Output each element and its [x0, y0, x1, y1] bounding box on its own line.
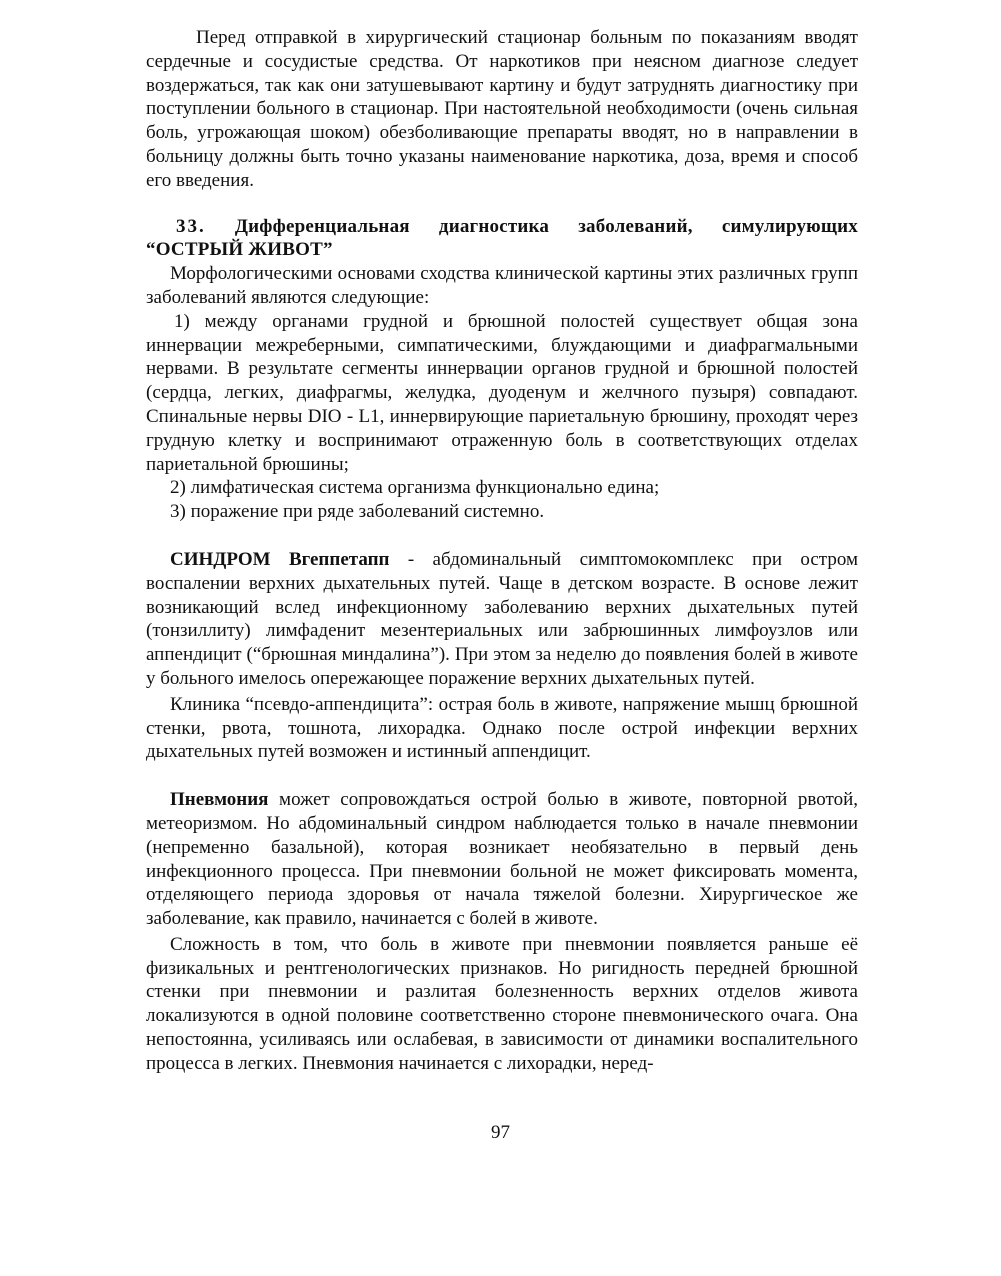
syndrome-term: СИНДРОМ Вгеппетапп	[170, 548, 390, 570]
pneumonia-text: может сопровождаться острой болью в животе, повторной рвотой, метеоризмом. Но абдоминальный синдром наблюдается только в начале пневмонии (непременно базальной), которая возникает необязательно в первый день инфекционного процесса. При пневмонии больной не может фиксировать момента, отделяющего периода здоровья от начала тяжелой болезни. Хирургическое же заболевание, как правило, начинается с болей в животе.	[146, 789, 858, 930]
complexity-paragraph: Сложность в том, что боль в животе при пневмонии появляется раньше её физикальных и рентгенологических признаков. Но ригидность передней брюшной стенки при пневмонии и разлитая болезненность верхних отделов живота локализуются в одной половине соответственно стороне пневмонического очага. Она непостоянна, усиливаясь или ослабевая, в зависимости от динамики воспалительного процесса в легких. Пневмония начинается с лихорадки, неред-	[146, 933, 858, 1074]
intro-paragraph: Перед отправкой в хирургический стационар больным по показаниям вводят сердечные и сосудистые средства. От наркотиков при неясном диагнозе следует воздержаться, так как они затушевывают картину и будут затруднять диагностику при поступлении больного в стационар. При настоятельной необходимости (очень сильная боль, угрожающая шоком) обезболивающие препараты вводят, но в направлении в больницу должны быть точно указаны наименование наркотика, доза, время и способ его введения.	[146, 27, 858, 191]
list-item: 3) поражение при ряде заболеваний системно.	[170, 501, 545, 523]
section-lead: Морфологическими основами сходства клинической картины этих различных групп заболеваний являются следующие:	[146, 263, 858, 308]
pneumonia-paragraph	[146, 788, 858, 931]
list-item: 1) между органами грудной и брюшной полостей существует общая зона иннервации межреберными, симпатическими, блуждающими и диафрагмальными нервами. В результате сегменты иннервации органов грудной и брюшной полостей (сердца, легких, диафрагмы, желудка, дуоденум и желчного пузыря) совпадают. Спинальные нервы DIO - L1, иннервирующие париетальную брюшину, проходят через грудную клетку и воспринимают отраженную боль в соответствующих отделах париетальной брюшины;	[146, 310, 858, 475]
list-item: 2) лимфатическая система организма функционально едина;	[170, 477, 660, 499]
section-number: 33.	[176, 215, 206, 237]
clinic-paragraph: Клиника “псевдо-аппендицита”: острая боль в животе, напряжение мышц брюшной стенки, рвота, тошнота, лихорадка. Однако после острой инфекции верхних дыхательных путей возможен и истинный аппендицит.	[146, 693, 858, 763]
syndrome-paragraph	[146, 548, 858, 691]
page-body	[146, 26, 858, 1076]
pneumonia-term: Пневмония	[170, 789, 269, 811]
syndrome-text: - абдоминальный симптомокомплекс при остром воспалении верхних дыхательных путей. Чаще в детском возрасте. В основе лежит возникающий вслед инфекционному заболеванию верхних дыхательных путей (тонзиллиту) лимфаденит мезентериальных или забрюшинных лимфоузлов или аппендицит (“брюшная миндалина”). При этом за неделю до появления болей в животе у больного имелось опережающее поражение верхних дыхательных путей.	[146, 548, 858, 689]
page-number: 97	[491, 1122, 510, 1143]
section-title: Дифференциальная диагностика заболеваний, симулирующих “ОСТРЫЙ ЖИВОТ”	[146, 215, 858, 261]
section-heading	[146, 215, 858, 263]
